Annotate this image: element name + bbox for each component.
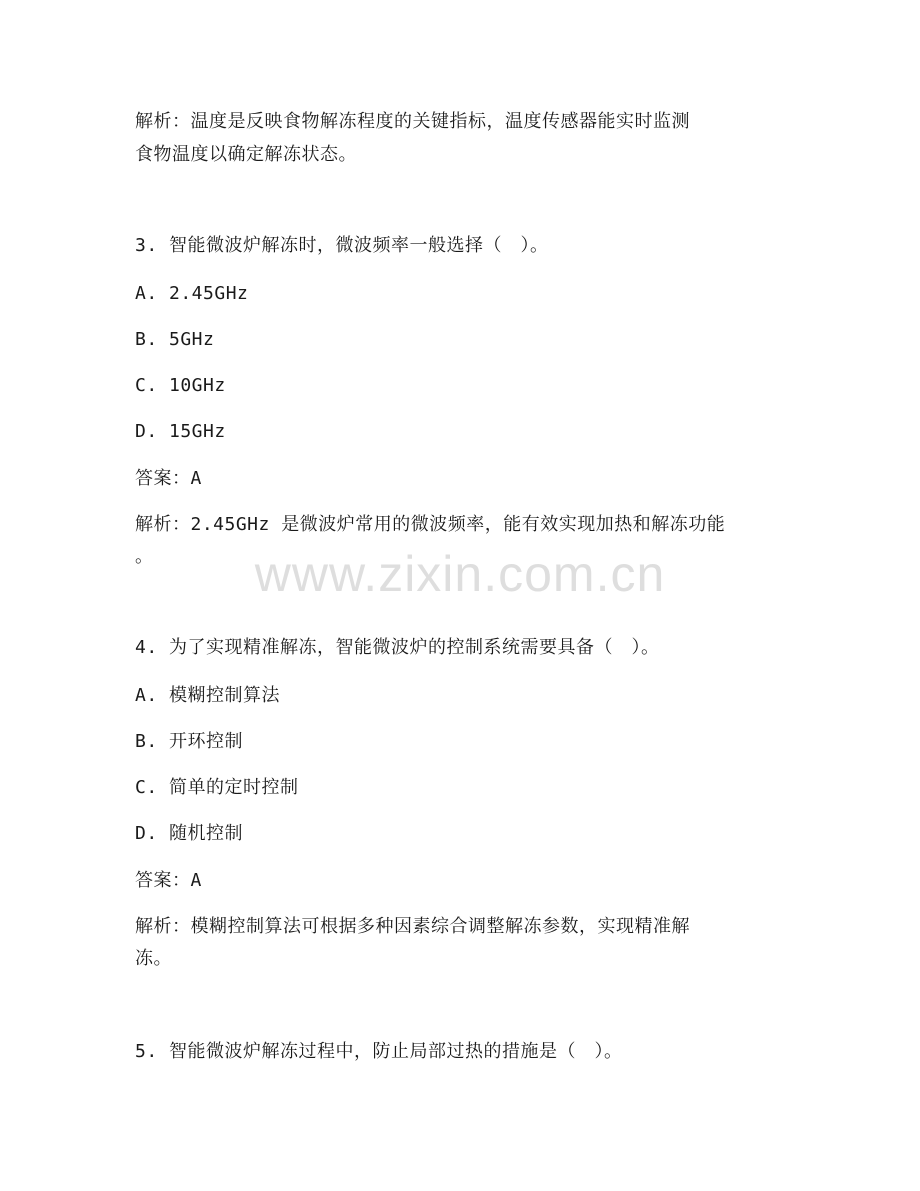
q4-option-a: A. 模糊控制算法 [135, 685, 281, 706]
q4-answer: 答案：A [135, 870, 202, 891]
q4-option-b: B. 开环控制 [135, 731, 244, 752]
q4-option-d: D. 随机控制 [135, 823, 244, 844]
q3-option-d: D. 15GHz [135, 421, 226, 442]
prev-analysis-line2: 食物温度以确定解冻状态。 [135, 144, 357, 165]
q4-stem: 4. 为了实现精准解冻，智能微波炉的控制系统需要具备（ ）。 [135, 637, 660, 658]
q3-option-b: B. 5GHz [135, 329, 215, 350]
q4-analysis-line2: 冻。 [135, 948, 172, 969]
q3-analysis-line2: 。 [135, 546, 154, 567]
q3-answer: 答案：A [135, 468, 202, 489]
q5-stem: 5. 智能微波炉解冻过程中，防止局部过热的措施是（ ）。 [135, 1041, 623, 1062]
q3-option-a: A. 2.45GHz [135, 283, 249, 304]
q4-option-c: C. 简单的定时控制 [135, 777, 299, 798]
q3-option-c: C. 10GHz [135, 375, 226, 396]
prev-analysis-line1: 解析：温度是反映食物解冻程度的关键指标，温度传感器能实时监测 [135, 111, 690, 132]
q4-analysis-line1: 解析：模糊控制算法可根据多种因素综合调整解冻参数，实现精准解 [135, 916, 690, 937]
q3-stem: 3. 智能微波炉解冻时，微波频率一般选择（ ）。 [135, 235, 549, 256]
watermark-text: www.zixin.com.cn [254, 546, 666, 602]
q3-analysis-line1: 解析：2.45GHz 是微波炉常用的微波频率，能有效实现加热和解冻功能 [135, 514, 726, 535]
